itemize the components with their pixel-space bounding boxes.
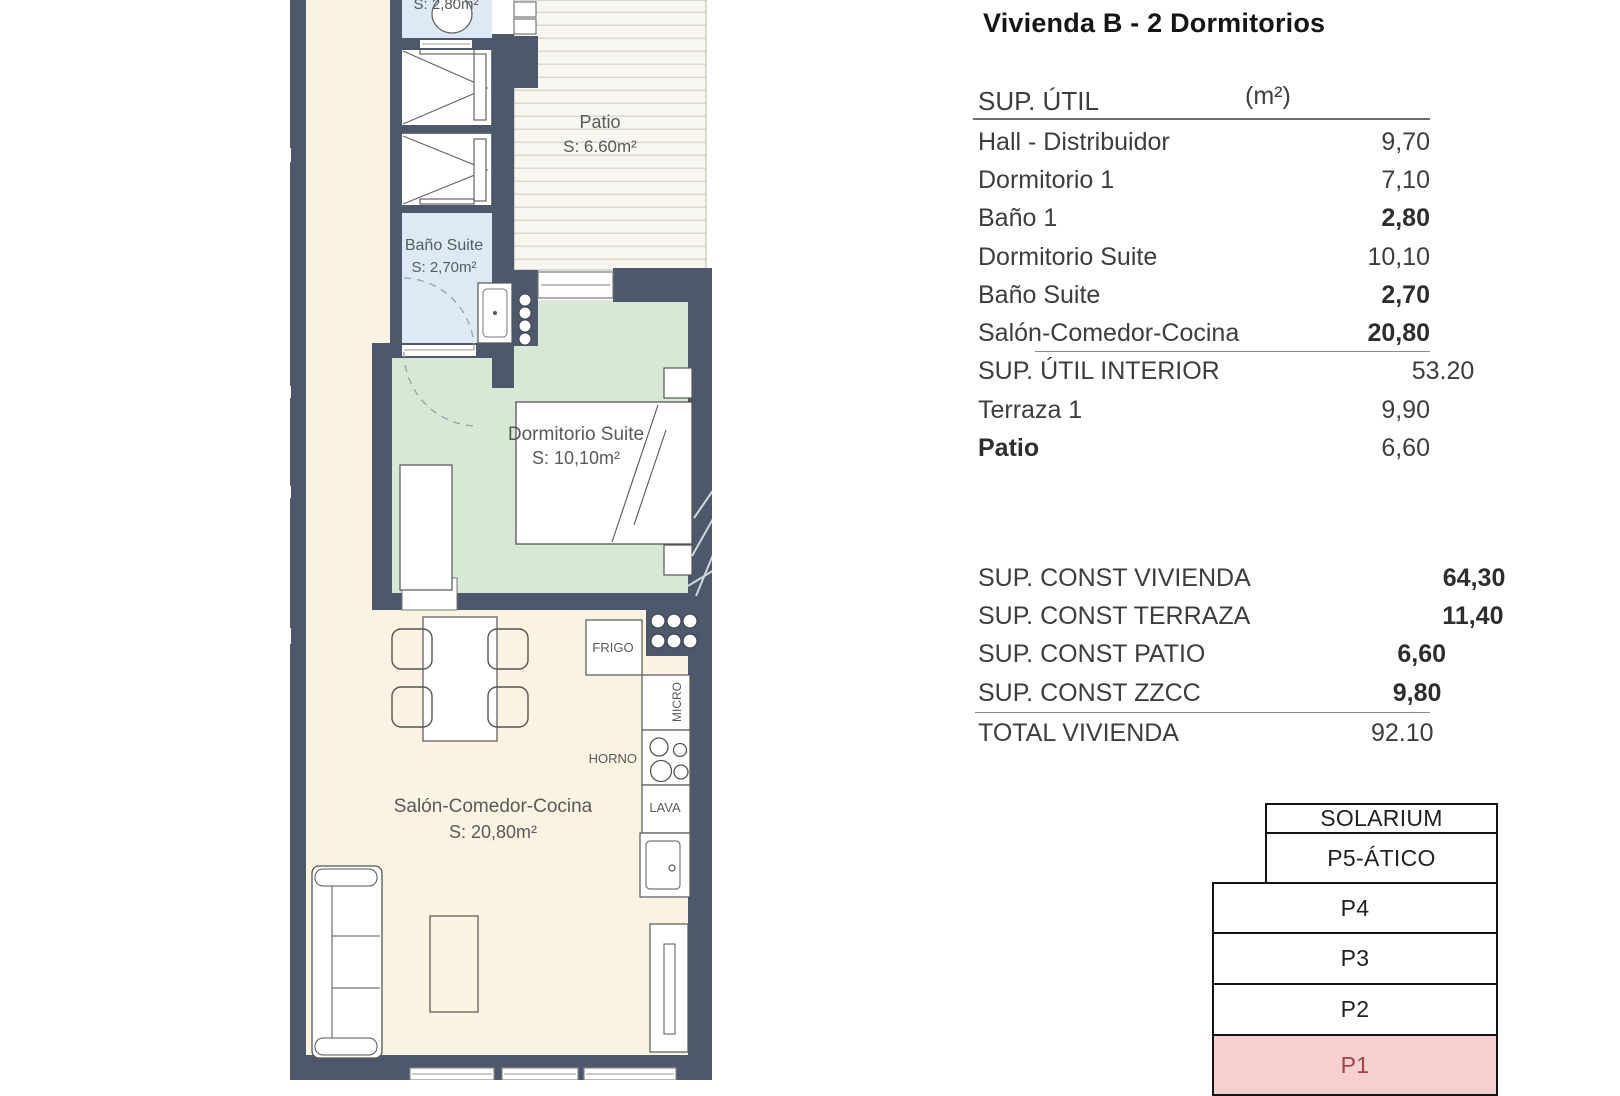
sup-util-header-label: SUP. ÚTIL — [978, 86, 1099, 116]
dishwasher-label: LAVA — [649, 800, 681, 815]
patio-name-label: Patio — [579, 112, 621, 132]
row-label: Patio — [978, 434, 1040, 463]
floor-box-p5-atico: P5-ÁTICO — [1265, 832, 1498, 884]
south-windows — [410, 1068, 676, 1080]
row-label: Baño Suite — [978, 280, 1101, 309]
row-label: Baño 1 — [978, 204, 1058, 233]
dining-table-icon — [423, 617, 497, 741]
bathroom-sink-icon — [478, 283, 512, 343]
row-label: Dormitorio 1 — [978, 165, 1115, 194]
floor-plan — [0, 0, 730, 1080]
row-value: 7,10 — [1381, 165, 1430, 194]
bano-suite-name-label: Baño Suite — [404, 237, 484, 254]
bano1-area-label: S: 2,80m² — [413, 0, 479, 13]
total-value: 92.10 — [1370, 718, 1434, 747]
row-label: Terraza 1 — [978, 395, 1083, 424]
dormitorio-suite-name-label: Dormitorio Suite — [507, 424, 645, 445]
row-value: 6,60 — [1397, 640, 1447, 669]
oven-icon — [642, 730, 690, 785]
nightstand-icon — [664, 368, 692, 398]
table-row — [978, 200, 1430, 238]
row-label: SUP. CONST TERRAZA — [978, 601, 1251, 630]
dormitorio-suite-area-label: S: 10,10m² — [531, 448, 621, 468]
sup-util-header-unit: (m²) — [1245, 82, 1291, 110]
table-row — [978, 429, 1430, 467]
row-label: Salón-Comedor-Cocina — [978, 319, 1240, 348]
floor-box-p3: P3 — [1212, 932, 1498, 985]
row-label: SUP. CONST VIVIENDA — [978, 563, 1251, 592]
row-value: 6,60 — [1381, 434, 1430, 463]
table-row — [978, 559, 1506, 597]
row-label: SUP. ÚTIL INTERIOR — [978, 357, 1220, 386]
total-row — [978, 714, 1434, 752]
row-value: 20,80 — [1367, 319, 1430, 348]
patio-deck — [514, 0, 706, 270]
sup-util-header — [978, 82, 1430, 120]
row-value: 2,80 — [1381, 204, 1430, 233]
sofa-icon — [312, 866, 382, 1058]
row-value: 9,80 — [1392, 678, 1442, 707]
salon-name-label: Salón-Comedor-Cocina — [393, 796, 593, 817]
row-label: SUP. CONST ZZCC — [978, 678, 1201, 707]
table-row — [978, 161, 1430, 199]
table-row-subtotal — [978, 353, 1475, 391]
floor-box-p2: P2 — [1212, 983, 1498, 1036]
dresser-icon — [400, 465, 452, 590]
shaft2-icon — [512, 292, 538, 346]
floor-box-p1-highlighted: P1 — [1212, 1034, 1498, 1096]
row-value: 9,90 — [1381, 395, 1430, 424]
bano-suite-area-label: S: 2,70m² — [411, 259, 477, 276]
table-row — [978, 276, 1430, 314]
sup-const-table — [978, 559, 1506, 712]
table-row — [978, 674, 1442, 712]
floor-box-solarium: SOLARIUM — [1265, 803, 1498, 834]
oven-label: HORNO — [588, 751, 637, 766]
row-value: 11,40 — [1442, 601, 1504, 630]
fridge-label: FRIGO — [592, 640, 634, 655]
nightstand-icon — [664, 545, 692, 575]
table-row — [978, 597, 1504, 635]
tv-unit-icon — [650, 924, 688, 1052]
total-rule — [975, 712, 1430, 713]
table-row — [978, 314, 1430, 352]
row-value: 53.20 — [1411, 357, 1475, 386]
total-label: TOTAL VIVIENDA — [978, 718, 1179, 747]
sup-util-table — [978, 123, 1475, 468]
coffee-table-icon — [430, 916, 478, 1012]
row-label: Hall - Distribuidor — [978, 127, 1170, 156]
row-value: 2,70 — [1381, 280, 1430, 309]
salon-area-label: S: 20,80m² — [448, 822, 538, 842]
table-row — [978, 391, 1430, 429]
kitchen-sink-icon — [640, 833, 690, 897]
header-rule — [973, 118, 1430, 120]
page-title: Vivienda B - 2 Dormitorios — [983, 8, 1326, 38]
patio-area-label: S: 6.60m² — [563, 137, 637, 156]
table-row — [978, 238, 1430, 276]
floor-box-p4: P4 — [1212, 882, 1498, 934]
row-value: 9,70 — [1381, 127, 1430, 156]
row-label: SUP. CONST PATIO — [978, 640, 1206, 669]
table-row — [978, 636, 1447, 674]
row-label: Dormitorio Suite — [978, 242, 1158, 271]
row-value: 64,30 — [1442, 563, 1506, 592]
microwave-label: MICRO — [670, 682, 684, 722]
table-row — [978, 123, 1430, 161]
row-value: 10,10 — [1367, 242, 1430, 271]
subtotal-rule — [1035, 351, 1430, 352]
